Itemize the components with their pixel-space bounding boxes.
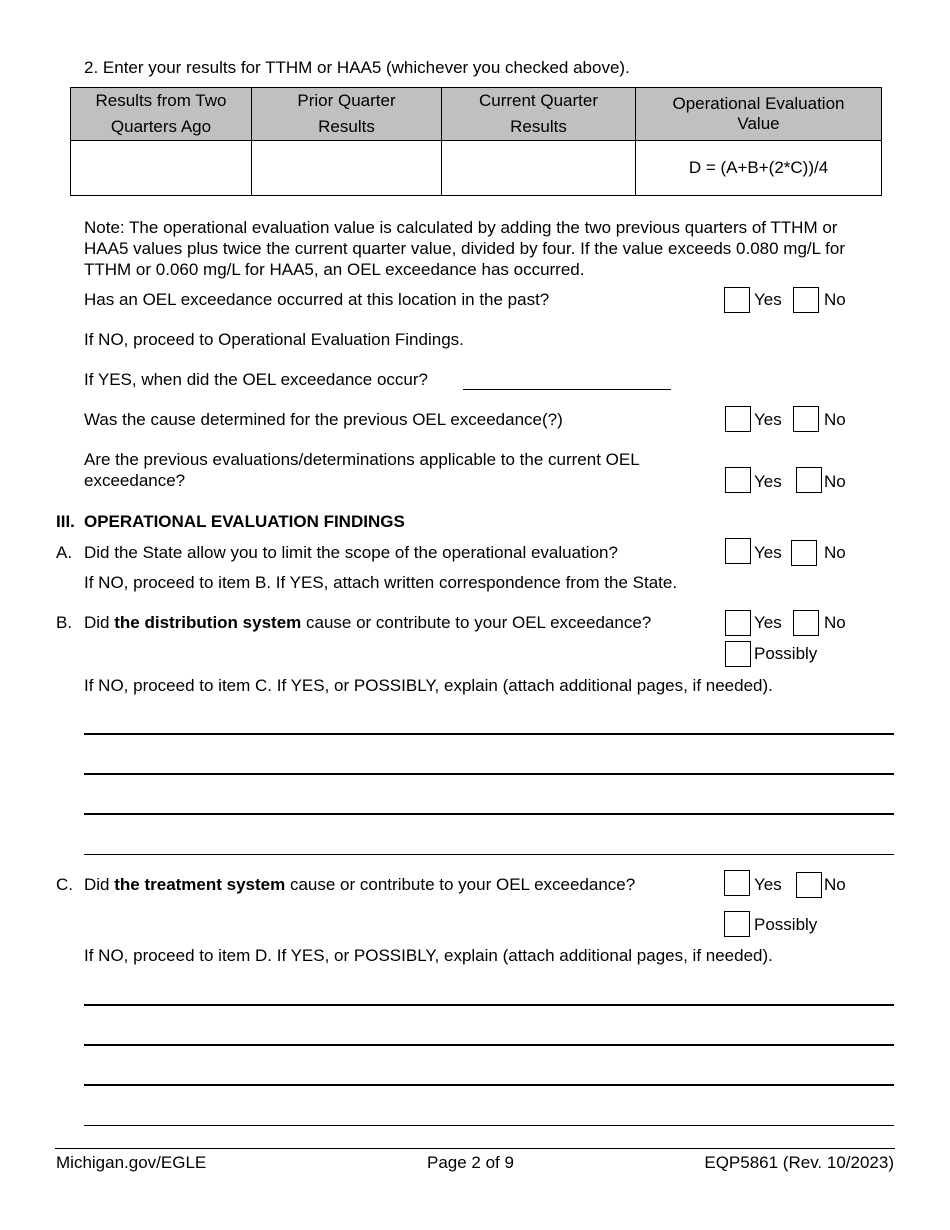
question-applicable: Are the previous evaluations/determinations applicable to the current OEL exceedance?: [84, 450, 640, 490]
a-no-checkbox[interactable]: [791, 540, 817, 566]
if-yes-when-text: If YES, when did the OEL exceedance occur?: [84, 370, 428, 389]
note-text: Note: The operational evaluation value is calculated by adding the two previous quarters of TTHM or HAA5 values plus twice the current quarter value, divided by four. If the value exceeds 0.080 mg/L for TTHM or 0.060 mg/L for HAA5, an OEL exceedance has occurred.: [84, 218, 846, 279]
b-explanation-line-4[interactable]: [84, 854, 894, 855]
header-two-quarters-ago-line1: Results from Two: [95, 91, 227, 110]
a-yes-label: Yes: [754, 543, 782, 562]
header-current-quarter-line2: Results: [510, 117, 567, 136]
results-table-header-row: [71, 88, 882, 141]
c-explanation-line-1[interactable]: [84, 1004, 894, 1006]
item-b-instruction: If NO, proceed to item C. If YES, or POSSIBLY, explain (attach additional pages, if needed).: [84, 676, 773, 695]
step-2-instruction: 2. Enter your results for TTHM or HAA5 (whichever you checked above).: [84, 58, 630, 77]
section-3-number: III.: [56, 512, 75, 531]
input-two-quarters-ago[interactable]: [71, 141, 252, 196]
c-no-label: No: [824, 875, 846, 894]
a-no-label: No: [824, 543, 846, 562]
results-table-input-row: [71, 141, 882, 196]
item-c-post: cause or contribute to your OEL exceedance?: [285, 875, 636, 894]
cause-yes-checkbox[interactable]: [725, 406, 751, 432]
item-b-bold: the distribution system: [114, 613, 302, 632]
past-no-label: No: [824, 290, 846, 309]
c-possibly-label: Possibly: [754, 915, 818, 934]
b-possibly-checkbox[interactable]: [725, 641, 751, 667]
past-yes-checkbox[interactable]: [724, 287, 750, 313]
item-a-instruction: If NO, proceed to item B. If YES, attach written correspondence from the State.: [84, 573, 678, 592]
header-oev-line1: Operational Evaluation: [672, 94, 845, 113]
past-no-checkbox[interactable]: [793, 287, 819, 313]
header-operational-evaluation-value: [636, 88, 882, 141]
item-a-question: Did the State allow you to limit the scope of the operational evaluation?: [84, 543, 618, 562]
b-possibly-label: Possibly: [754, 644, 818, 663]
header-two-quarters-ago: [71, 88, 252, 141]
header-prior-quarter-line2: Results: [318, 117, 375, 136]
header-oev-line2: Value: [737, 114, 780, 133]
exceedance-date-field[interactable]: [463, 371, 671, 390]
past-yes-label: Yes: [754, 290, 782, 309]
a-yes-checkbox[interactable]: [725, 538, 751, 564]
footer-form-id: EQP5861 (Rev. 10/2023): [704, 1153, 894, 1172]
b-no-checkbox[interactable]: [793, 610, 819, 636]
b-explanation-line-1[interactable]: [84, 733, 894, 735]
item-b-post: cause or contribute to your OEL exceedance?: [301, 613, 652, 632]
c-explanation-line-4[interactable]: [84, 1125, 894, 1126]
b-yes-checkbox[interactable]: [725, 610, 751, 636]
item-c-question: [84, 875, 635, 895]
header-two-quarters-ago-line2: Quarters Ago: [110, 117, 212, 136]
applicable-yes-label: Yes: [754, 472, 782, 491]
item-c-bold: the treatment system: [114, 875, 286, 894]
item-c-pre: Did: [84, 875, 115, 894]
input-current-quarter[interactable]: [442, 141, 636, 196]
cause-yes-label: Yes: [754, 410, 782, 429]
section-3-title: OPERATIONAL EVALUATION FINDINGS: [84, 512, 405, 531]
cause-no-checkbox[interactable]: [793, 406, 819, 432]
cause-no-label: No: [824, 410, 846, 429]
footer-page-number: Page 2 of 9: [427, 1153, 514, 1172]
applicable-no-label: No: [824, 472, 846, 491]
applicable-yes-checkbox[interactable]: [725, 467, 751, 493]
header-current-quarter-line1: Current Quarter: [478, 91, 599, 110]
header-prior-quarter-line1: Prior Quarter: [297, 91, 396, 110]
header-prior-quarter: [252, 88, 442, 141]
if-no-proceed-text: If NO, proceed to Operational Evaluation Findings.: [84, 330, 464, 349]
item-b-letter: B.: [56, 613, 73, 632]
c-yes-checkbox[interactable]: [724, 870, 750, 896]
item-b-pre: Did: [84, 613, 115, 632]
item-c-instruction: If NO, proceed to item D. If YES, or POSSIBLY, explain (attach additional pages, if needed).: [84, 946, 773, 965]
item-c-letter: C.: [56, 875, 73, 894]
question-past-exceedance: Has an OEL exceedance occurred at this location in the past?: [84, 290, 550, 309]
c-yes-label: Yes: [754, 875, 782, 894]
b-yes-label: Yes: [754, 613, 782, 632]
c-possibly-checkbox[interactable]: [724, 911, 750, 937]
c-explanation-line-3[interactable]: [84, 1084, 894, 1086]
b-explanation-line-2[interactable]: [84, 773, 894, 775]
footer-website: Michigan.gov/EGLE: [56, 1153, 207, 1172]
item-a-letter: A.: [56, 543, 73, 562]
results-table: [70, 87, 882, 196]
footer-divider: [55, 1148, 895, 1149]
applicable-no-checkbox[interactable]: [796, 467, 822, 493]
c-explanation-line-2[interactable]: [84, 1044, 894, 1046]
input-prior-quarter[interactable]: [252, 141, 442, 196]
header-current-quarter: [442, 88, 636, 141]
question-cause-determined: Was the cause determined for the previous OEL exceedance(?): [84, 410, 563, 429]
item-b-question: [84, 613, 651, 633]
b-no-label: No: [824, 613, 846, 632]
c-no-checkbox[interactable]: [796, 872, 822, 898]
oev-formula: D = (A+B+(2*C))/4: [636, 141, 882, 196]
b-explanation-line-3[interactable]: [84, 813, 894, 815]
